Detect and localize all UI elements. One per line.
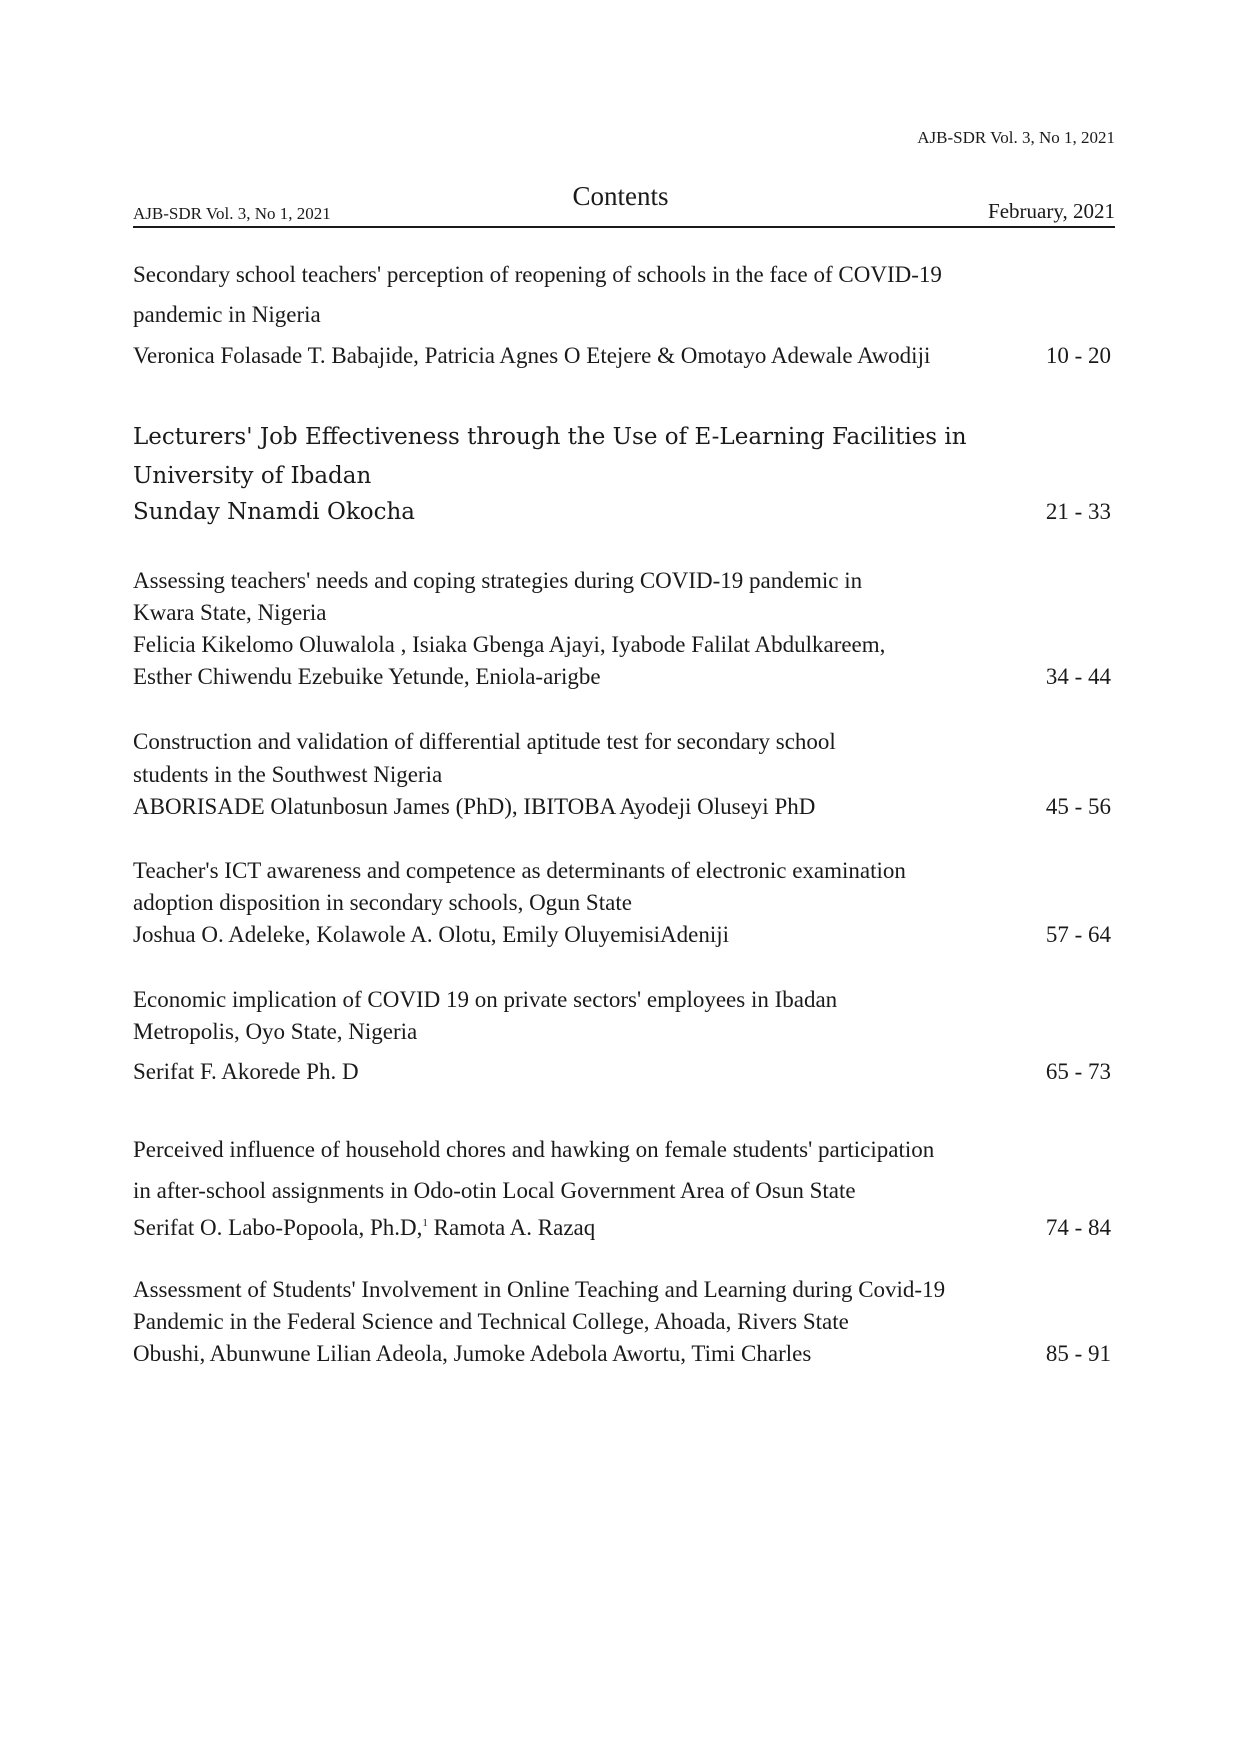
entry-title-line: Assessing teachers' needs and coping strategies during COVID-19 pandemic in [133,568,863,593]
entry-pages: 65 - 73 [1045,1059,1111,1084]
entry-authors: Felicia Kikelomo Oluwalola , Isiaka Gbenga Ajayi, Iyabode Falilat Abdulkareem, [133,632,886,657]
author-name: Serifat O. Labo-Popoola, Ph.D, [133,1215,423,1240]
entry-title-line: pandemic in Nigeria [133,302,321,327]
entry-authors: Serifat F. Akorede Ph. D [133,1059,359,1084]
entry-title-line: adoption disposition in secondary schools, Ogun State [133,890,632,915]
entry-authors: Esther Chiwendu Ezebuike Yetunde, Eniola-arigbe [133,664,601,689]
entry-pages: 74 - 84 [1045,1215,1111,1240]
entry-title-line: Economic implication of COVID 19 on private sectors' employees in Ibadan [133,987,838,1012]
entry-title-line: Pandemic in the Federal Science and Technical College, Ahoada, Rivers State [133,1309,849,1334]
issue-date: February, 2021 [988,199,1115,223]
entry-pages: 34 - 44 [1045,664,1111,689]
journal-citation: AJB-SDR Vol. 3, No 1, 2021 [133,204,331,223]
affiliation-superscript: 1 [422,1217,428,1229]
entry-title-line: University of Ibadan [133,463,372,489]
entry-pages: 21 - 33 [1045,499,1111,524]
entry-pages: 10 - 20 [1045,343,1111,368]
entry-title-line: Lecturers' Job Effectiveness through the Use of E-Learning Facilities in [133,424,967,450]
entry-authors: Joshua O. Adeleke, Kolawole A. Olotu, Emily OluyemisiAdeniji [133,922,730,947]
entry-pages: 85 - 91 [1045,1341,1111,1366]
entry-title-line: students in the Southwest Nigeria [133,762,443,787]
entry-title-line: Perceived influence of household chores and hawking on female students' participation [133,1137,935,1162]
author-name: Ramota A. Razaq [433,1215,596,1240]
entry-title-line: Assessment of Students' Involvement in Online Teaching and Learning during Covid-19 [133,1277,946,1302]
entry-title-line: Metropolis, Oyo State, Nigeria [133,1019,418,1044]
entry-pages: 45 - 56 [1045,794,1111,819]
entry-authors: Sunday Nnamdi Okocha [133,499,416,525]
page-title: Contents [572,181,669,211]
entry-title-line: in after-school assignments in Odo-otin Local Government Area of Osun State [133,1178,856,1203]
entry-authors: Obushi, Abunwune Lilian Adeola, Jumoke Adebola Awortu, Timi Charles [133,1341,812,1366]
entry-authors: Veronica Folasade T. Babajide, Patricia Agnes O Etejere & Omotayo Adewale Awodiji [133,343,931,368]
entry-title-line: Kwara State, Nigeria [133,600,327,625]
entry-authors: ABORISADE Olatunbosun James (PhD), IBITOBA Ayodeji Oluseyi PhD [133,794,816,819]
entry-title-line: Construction and validation of differential aptitude test for secondary school [133,729,836,754]
entry-authors [133,1215,595,1241]
running-head: AJB-SDR Vol. 3, No 1, 2021 [917,128,1115,147]
entry-pages: 57 - 64 [1045,922,1111,947]
entry-title-line: Secondary school teachers' perception of reopening of schools in the face of COVID-19 [133,262,942,287]
header-rule [133,226,1115,228]
entry-title-line: Teacher's ICT awareness and competence as determinants of electronic examination [133,858,906,883]
